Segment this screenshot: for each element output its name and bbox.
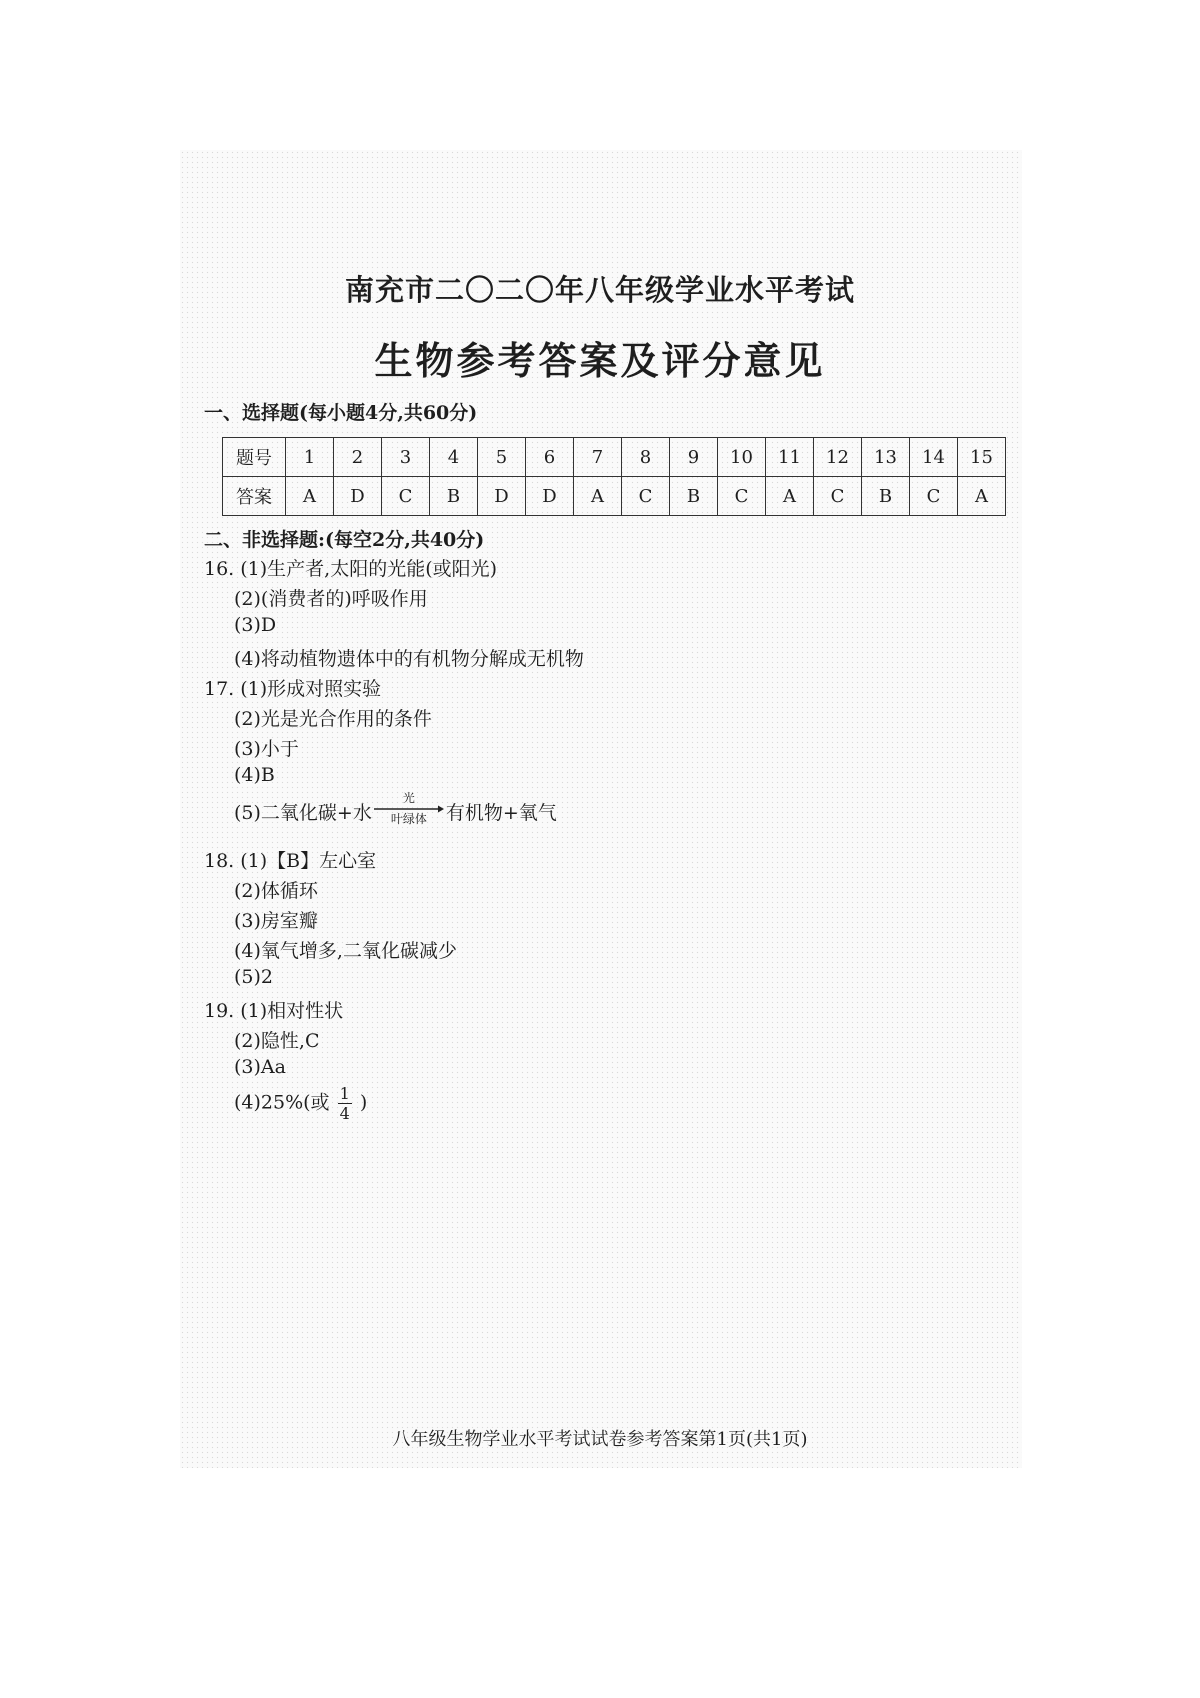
- q17-answer-3: (3)小于: [234, 738, 299, 760]
- condition-chloroplast: 叶绿体: [390, 812, 427, 826]
- q17-answer-1: 17. (1)形成对照实验: [204, 678, 382, 700]
- q19-answer-3: (3)Aa: [234, 1056, 286, 1078]
- q17-answer-5-equation: [234, 791, 557, 828]
- question-number: 5: [478, 438, 526, 477]
- q18-answer-2: (2)体循环: [234, 880, 318, 902]
- question-number: 7: [574, 438, 622, 477]
- question-number: 8: [622, 438, 670, 477]
- question-number: 1: [286, 438, 334, 477]
- equation-products: 有机物+氧气: [445, 801, 557, 824]
- q19-answer-1: 19. (1)相对性状: [204, 1000, 344, 1022]
- q16-answer-4: (4)将动植物遗体中的有机物分解成无机物: [234, 648, 584, 670]
- reaction-arrow: [374, 792, 444, 826]
- equation-reactants: (5)二氧化碳+水: [234, 801, 372, 824]
- q18-answer-4: (4)氧气增多,二氧化碳减少: [234, 940, 457, 962]
- row-label-answer: 答案: [223, 477, 286, 516]
- question-number: 4: [430, 438, 478, 477]
- answer-cell: B: [430, 477, 478, 516]
- answer-cell: C: [382, 477, 430, 516]
- q16-answer-3: (3)D: [234, 614, 277, 636]
- page-footer: 八年级生物学业水平考试试卷参考答案第1页(共1页): [392, 1429, 808, 1450]
- fraction-numerator: 1: [339, 1084, 350, 1103]
- question-number: 12: [814, 438, 862, 477]
- question-number: 6: [526, 438, 574, 477]
- q16-answer-1: 16. (1)生产者,太阳的光能(或阳光): [204, 558, 498, 580]
- answer-cell: A: [958, 477, 1006, 516]
- answer-cell: A: [766, 477, 814, 516]
- exam-title: 南充市二〇二〇年八年级学业水平考试: [344, 273, 855, 307]
- q19-answer-4-suffix: ): [359, 1091, 368, 1114]
- q16-answer-2: (2)(消费者的)呼吸作用: [234, 588, 428, 610]
- answer-cell: C: [622, 477, 670, 516]
- question-number: 9: [670, 438, 718, 477]
- answer-row: [223, 477, 1006, 516]
- q18-answer-5: (5)2: [234, 966, 274, 988]
- q17-answer-4: (4)B: [234, 764, 275, 786]
- question-number: 2: [334, 438, 382, 477]
- question-number: 11: [766, 438, 814, 477]
- question-number: 13: [862, 438, 910, 477]
- question-number: 15: [958, 438, 1006, 477]
- answer-cell: D: [478, 477, 526, 516]
- question-number: 14: [910, 438, 958, 477]
- fraction-denominator: 4: [339, 1104, 350, 1123]
- answer-cell: C: [718, 477, 766, 516]
- answer-cell: B: [670, 477, 718, 516]
- answer-cell: D: [334, 477, 382, 516]
- q18-answer-3: (3)房室瓣: [234, 910, 318, 932]
- question-number: 3: [382, 438, 430, 477]
- question-number: 10: [718, 438, 766, 477]
- answer-table: [222, 437, 1006, 516]
- answer-cell: A: [286, 477, 334, 516]
- answer-key-title: 生物参考答案及评分意见: [374, 338, 826, 383]
- fraction-one-quarter: [338, 1084, 352, 1123]
- condition-light: 光: [402, 791, 415, 805]
- section1-heading: 一、选择题(每小题4分,共60分): [204, 402, 478, 424]
- answer-cell: B: [862, 477, 910, 516]
- q17-answer-2: (2)光是光合作用的条件: [234, 708, 432, 730]
- answer-cell: D: [526, 477, 574, 516]
- q19-answer-4-prefix: (4)25%(或: [234, 1091, 330, 1114]
- answer-cell: C: [814, 477, 862, 516]
- answer-cell: C: [910, 477, 958, 516]
- q19-answer-4: [234, 1084, 367, 1123]
- question-number-row: [223, 438, 1006, 477]
- row-label-question: 题号: [223, 438, 286, 477]
- answer-cell: A: [574, 477, 622, 516]
- section2-heading: 二、非选择题:(每空2分,共40分): [204, 529, 485, 551]
- q18-answer-1: 18. (1)【B】左心室: [204, 850, 377, 872]
- q19-answer-2: (2)隐性,C: [234, 1030, 320, 1052]
